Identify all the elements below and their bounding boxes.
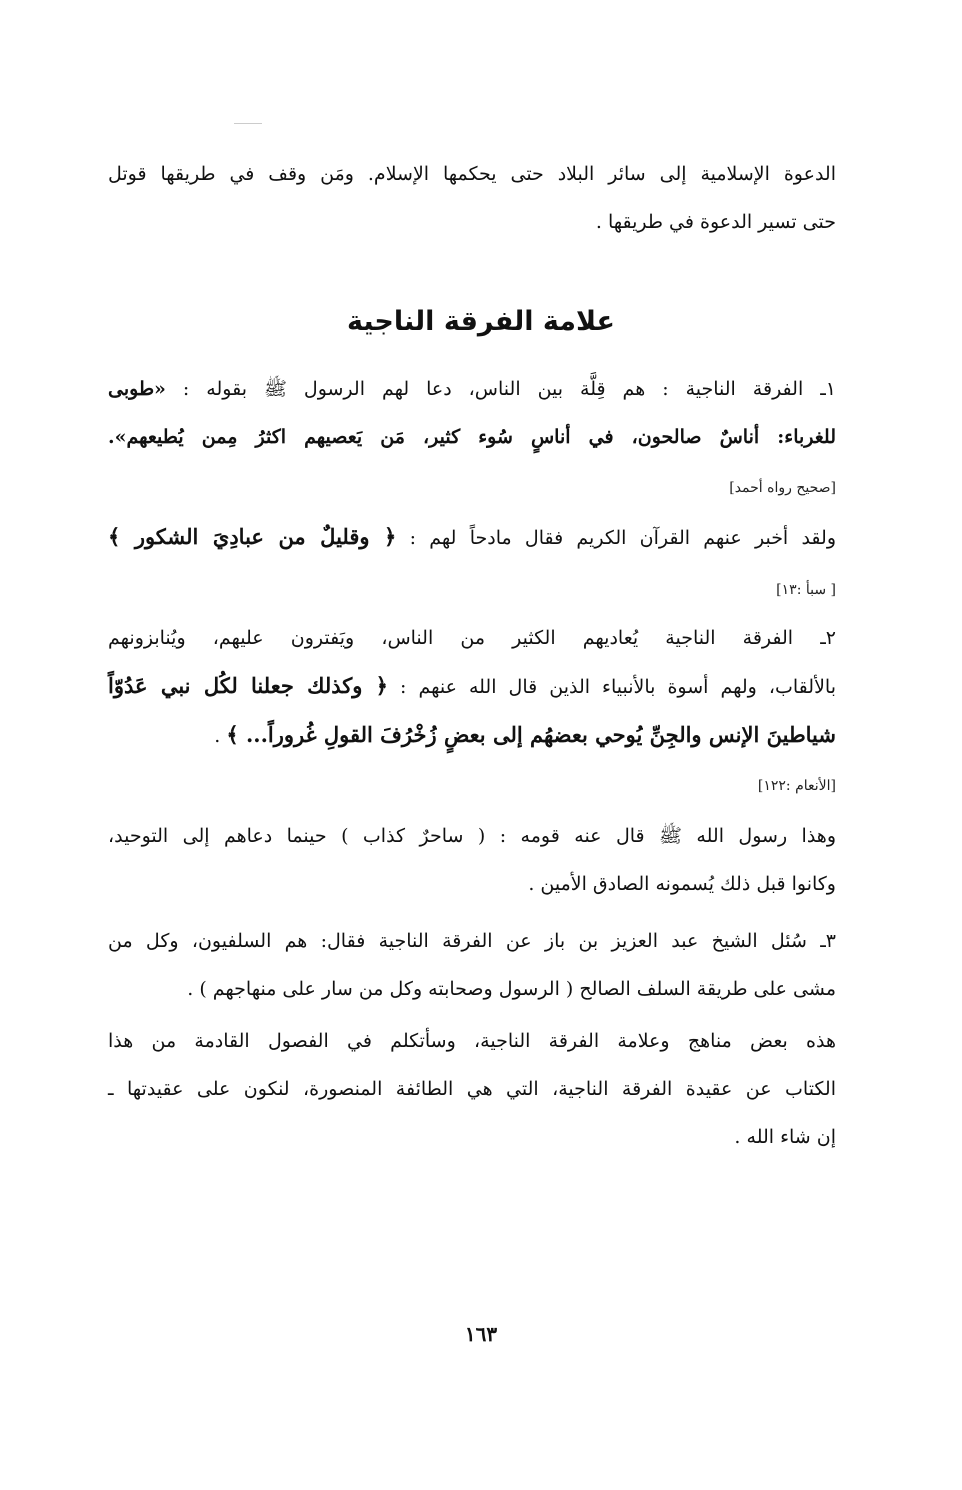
page-number: ١٦٣ xyxy=(464,1322,498,1346)
quran-praise-line xyxy=(108,513,836,562)
point-1-hadith-start: «طوبى xyxy=(108,378,166,400)
point-2-text: بالألقاب، ولهم أسوة بالأنبياء الذين قال الله عنهم : xyxy=(400,676,836,698)
point-2-period: . xyxy=(214,725,221,747)
point-3-line-1: ٣ـ سُئل الشيخ عبد العزيز بن باز عن الفرقة الناجية فقال: هم السلفيون، وكل من xyxy=(108,930,836,952)
point-2-paragraph xyxy=(108,614,836,760)
quran-praise-paragraph xyxy=(108,513,836,562)
intro-line-2: حتى تسير الدعوة في طريقها . xyxy=(595,211,836,233)
point-1-line-1 xyxy=(108,365,836,413)
point-1-hadith: للغرباء: أناسٌ صالحون، في أناسٍ سُوء كثير، مَن يَعصيهم اكثرُ مِمن يُطيعهم». xyxy=(108,426,836,448)
closing-line-3: إن شاء الله . xyxy=(734,1126,836,1148)
anam-reference: [الأنعام :١٢٢] xyxy=(757,778,836,794)
closing-paragraph xyxy=(108,1017,836,1161)
point-1-reference: [صحيح رواه أحمد] xyxy=(729,480,836,496)
intro-line-1: الدعوة الإسلامية إلى سائر البلاد حتى يحكمها الإسلام. ومَن وقف في طريقها قوتل xyxy=(108,163,836,185)
top-hairline xyxy=(234,123,262,124)
prophet-line-1: وهذا رسول الله ﷺ قال عنه قومه : ( ساحرٌ كذاب ) حينما دعاهم إلى التوحيد، xyxy=(108,825,836,847)
point-1-paragraph xyxy=(108,365,836,461)
prophet-paragraph xyxy=(108,812,836,908)
point-1-text: ١ـ الفرقة الناجية : هم قِلَّة بين الناس، دعا لهم الرسول ﷺ بقوله : xyxy=(182,378,836,400)
point-2-line-2 xyxy=(108,662,836,711)
prophet-line-2: وكانوا قبل ذلك يُسمونه الصادق الأمين . xyxy=(528,873,836,895)
point-2-line-1: ٢ـ الفرقة الناجية يُعاديهم الكثير من الناس، ويَفترون عليهم، ويُنابزونهم xyxy=(108,627,836,649)
quran-verse-saba: ﴿ وقليلٌ من عبادِيَ الشكور ﴾ xyxy=(108,524,397,549)
point-3-paragraph xyxy=(108,917,836,1013)
quran-praise-text: ولقد أخبر عنهم القرآن الكريم فقال مادحاً لهم : xyxy=(409,527,836,549)
point-2-line-3 xyxy=(108,711,836,760)
closing-line-1: هذه بعض مناهج وعلامة الفرقة الناجية، وسأتكلم في الفصول القادمة من هذا xyxy=(108,1030,836,1052)
quran-verse-anam-start: ﴿ وكذلك جعلنا لكُل نبي عَدُوّاً xyxy=(108,673,388,698)
point-3-line-2: مشى على طريقة السلف الصالح ( الرسول وصحابته وكل من سار على منهاجهم ) . xyxy=(187,978,836,1000)
section-title: علامة الفرقة الناجية xyxy=(347,306,615,337)
quran-verse-anam-end: شياطينَ الإنس والجِنِّ يُوحي بعضهُم إلى بعضٍ زُخْرُفَ القولِ غُروراً... ﴾ xyxy=(226,722,836,747)
closing-line-2: الكتاب عن عقيدة الفرقة الناجية، التي هي الطائفة المنصورة، لنكون على عقيدتها ـ xyxy=(108,1078,836,1100)
saba-reference: [ سبأ :١٣] xyxy=(776,582,836,598)
intro-paragraph xyxy=(108,150,836,246)
